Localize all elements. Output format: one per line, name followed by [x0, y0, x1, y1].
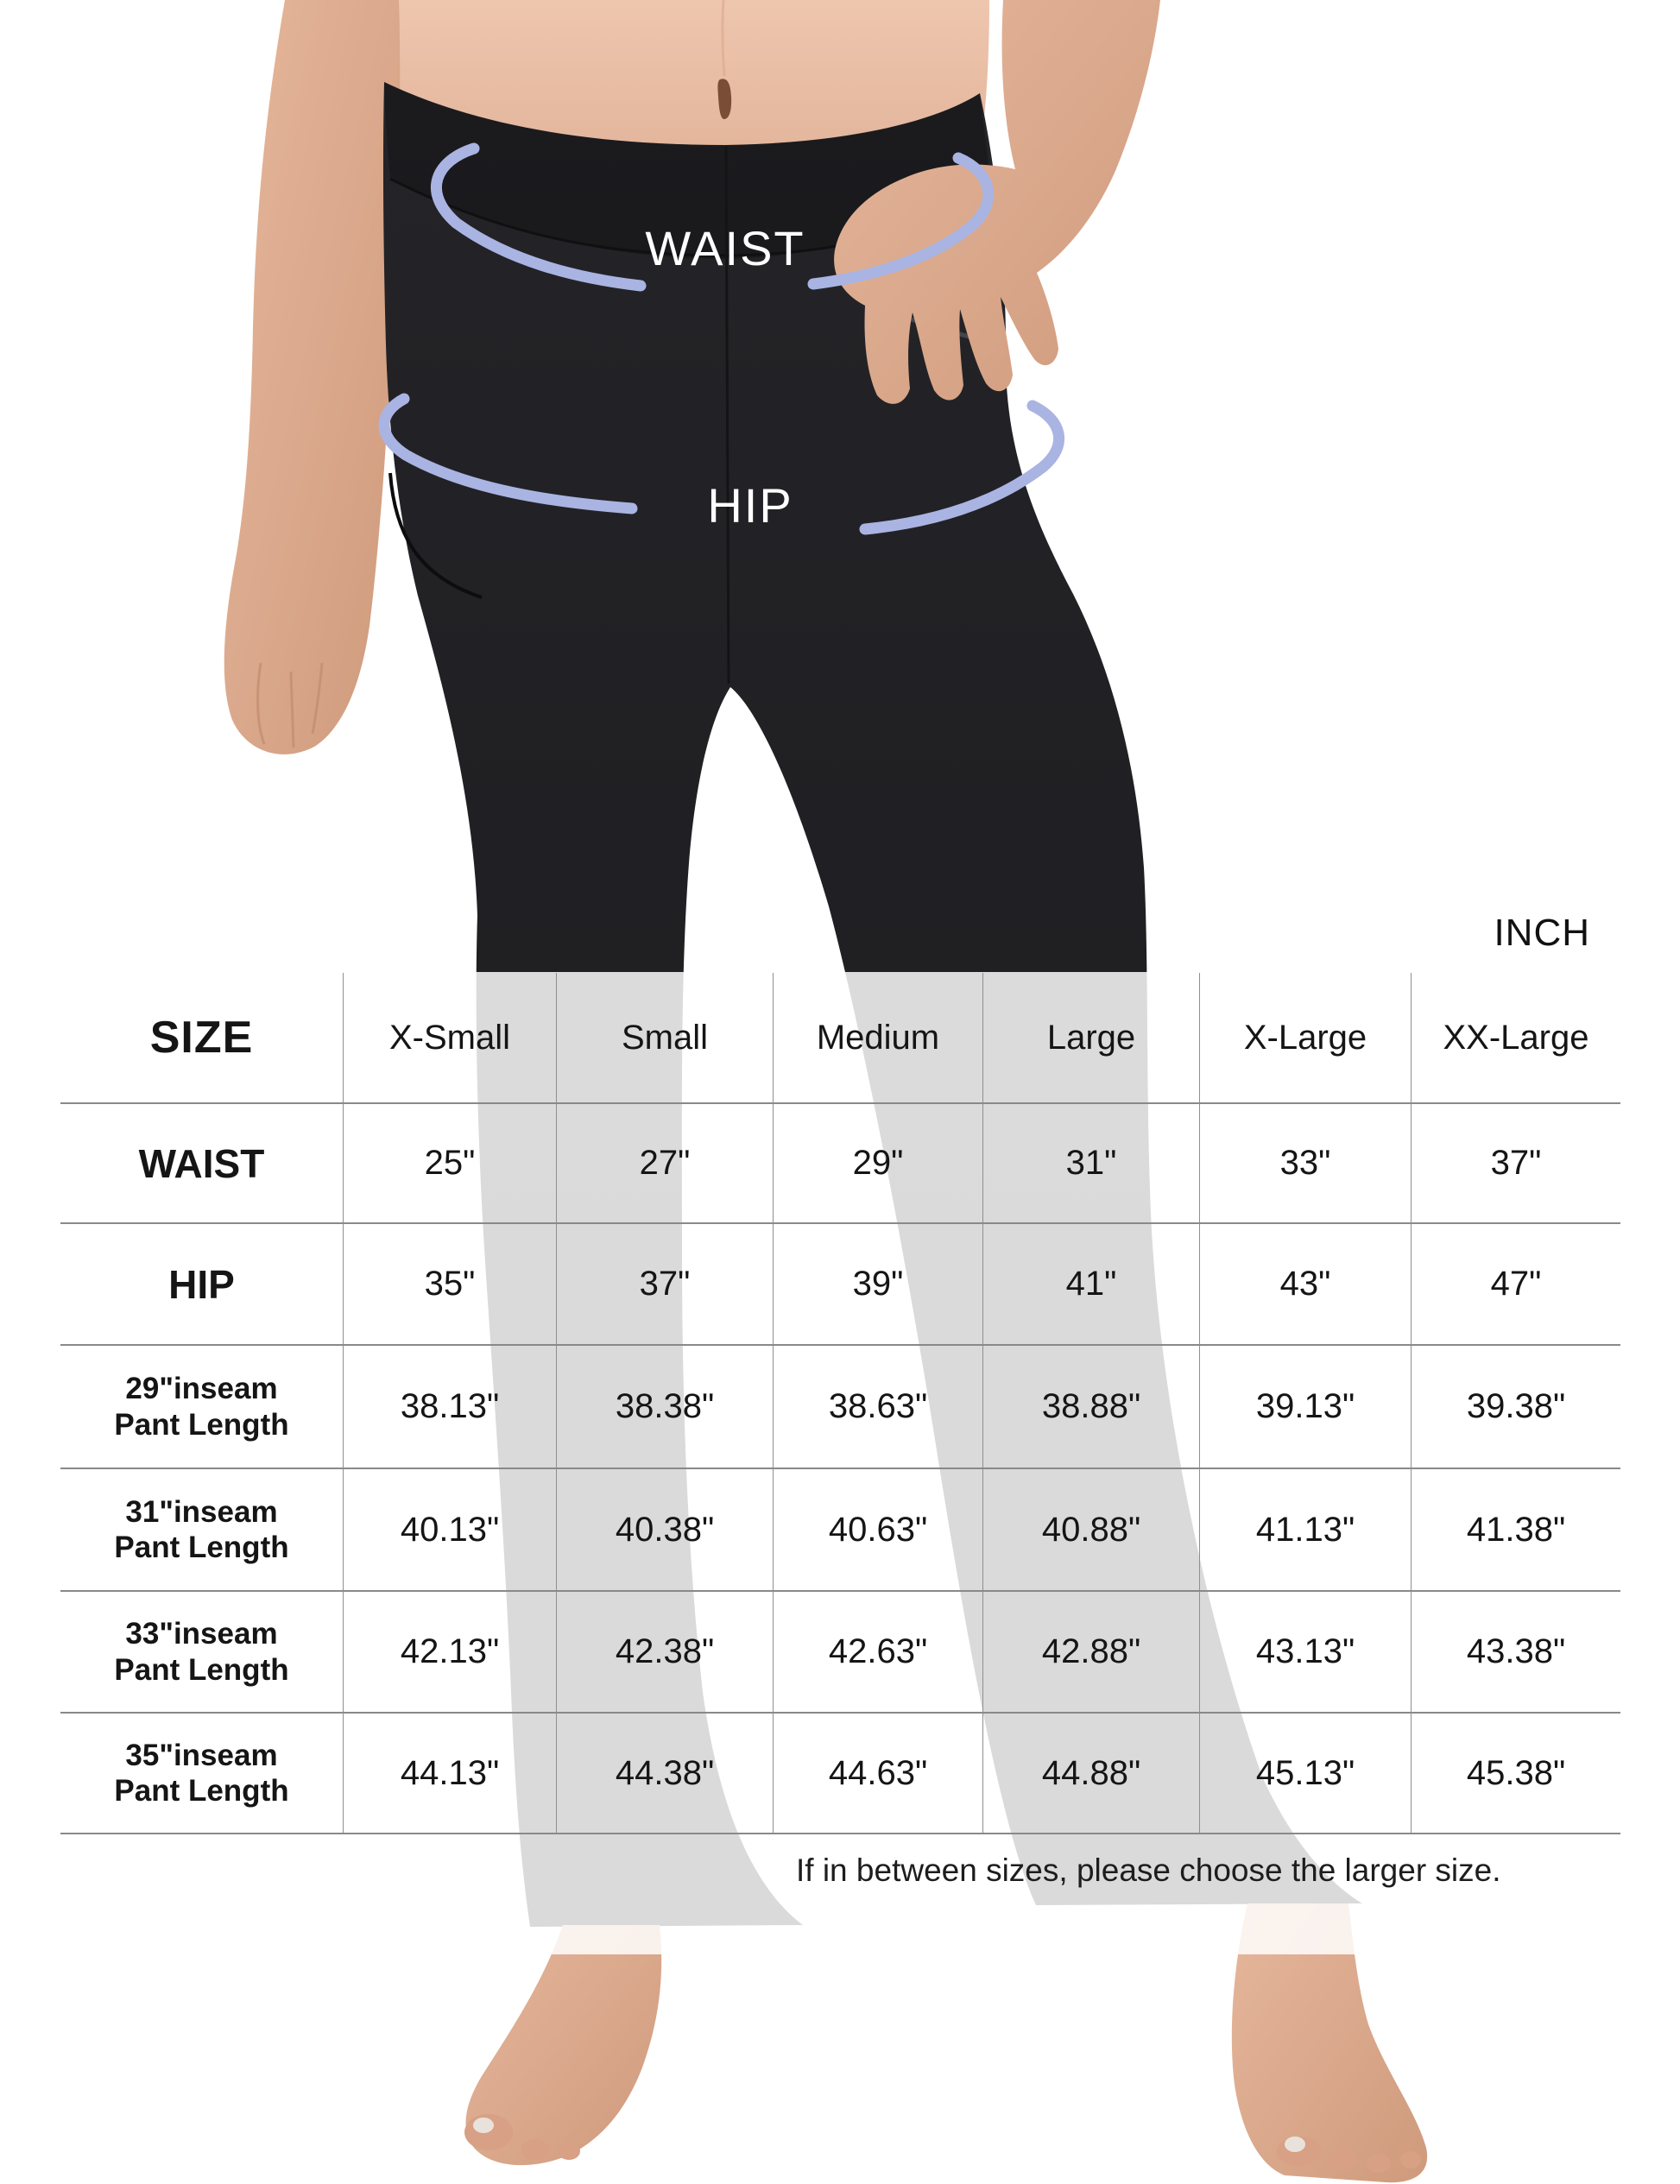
- table-cell: 45.13": [1199, 1712, 1411, 1833]
- sizing-note: If in between sizes, please choose the larger size.: [796, 1853, 1501, 1888]
- waist-measure-label: WAIST: [645, 221, 805, 275]
- table-cell: 35": [343, 1222, 556, 1344]
- table-cell: 45.38": [1411, 1712, 1620, 1833]
- table-cell: 39": [773, 1222, 982, 1344]
- column-header: Large: [982, 973, 1199, 1102]
- table-cell: 43.38": [1411, 1590, 1620, 1712]
- table-cell: 41.13": [1199, 1468, 1411, 1590]
- table-cell: 40.38": [556, 1468, 773, 1590]
- row-label: 35"inseam Pant Length: [60, 1712, 343, 1833]
- row-label: HIP: [60, 1222, 343, 1344]
- left-arm: [224, 0, 401, 754]
- table-cell: 39.13": [1199, 1344, 1411, 1468]
- row-label: 29"inseam Pant Length: [60, 1344, 343, 1468]
- table-cell: 43": [1199, 1222, 1411, 1344]
- column-header: Medium: [773, 973, 982, 1102]
- hip-measure-label: HIP: [707, 478, 793, 533]
- table-cell: 44.63": [773, 1712, 982, 1833]
- table-cell: 38.38": [556, 1344, 773, 1468]
- table-cell: 37": [556, 1222, 773, 1344]
- table-cell: 42.13": [343, 1590, 556, 1712]
- column-header: Small: [556, 973, 773, 1102]
- table-cell: 40.13": [343, 1468, 556, 1590]
- table-cell: 38.13": [343, 1344, 556, 1468]
- column-header: X-Small: [343, 973, 556, 1102]
- unit-label: INCH: [1494, 912, 1590, 954]
- table-cell: 39.38": [1411, 1344, 1620, 1468]
- table-cell: 40.63": [773, 1468, 982, 1590]
- table-cell: 27": [556, 1102, 773, 1222]
- table-cell: 29": [773, 1102, 982, 1222]
- table-cell: 47": [1411, 1222, 1620, 1344]
- column-header: X-Large: [1199, 973, 1411, 1102]
- row-label: 33"inseam Pant Length: [60, 1590, 343, 1712]
- table-cell: 42.63": [773, 1590, 982, 1712]
- column-header: XX-Large: [1411, 973, 1620, 1102]
- table-cell: 41.38": [1411, 1468, 1620, 1590]
- row-label: WAIST: [60, 1102, 343, 1222]
- table-cell: 37": [1411, 1102, 1620, 1222]
- table-cell: 44.13": [343, 1712, 556, 1833]
- table-cell: 41": [982, 1222, 1199, 1344]
- left-foot: [464, 1925, 661, 2165]
- size-chart-table: [60, 973, 1620, 1834]
- table-cell: 38.88": [982, 1344, 1199, 1468]
- table-cell: 38.63": [773, 1344, 982, 1468]
- table-cell: 43.13": [1199, 1590, 1411, 1712]
- table-cell: 44.88": [982, 1712, 1199, 1833]
- row-label: 31"inseam Pant Length: [60, 1468, 343, 1590]
- table-cell: 31": [982, 1102, 1199, 1222]
- table-corner-size-label: SIZE: [149, 1013, 254, 1063]
- table-cell: 25": [343, 1102, 556, 1222]
- table-cell: 40.88": [982, 1468, 1199, 1590]
- table-cell: 42.88": [982, 1590, 1199, 1712]
- table-cell: 44.38": [556, 1712, 773, 1833]
- table-cell: 42.38": [556, 1590, 773, 1712]
- table-cell: 33": [1199, 1102, 1411, 1222]
